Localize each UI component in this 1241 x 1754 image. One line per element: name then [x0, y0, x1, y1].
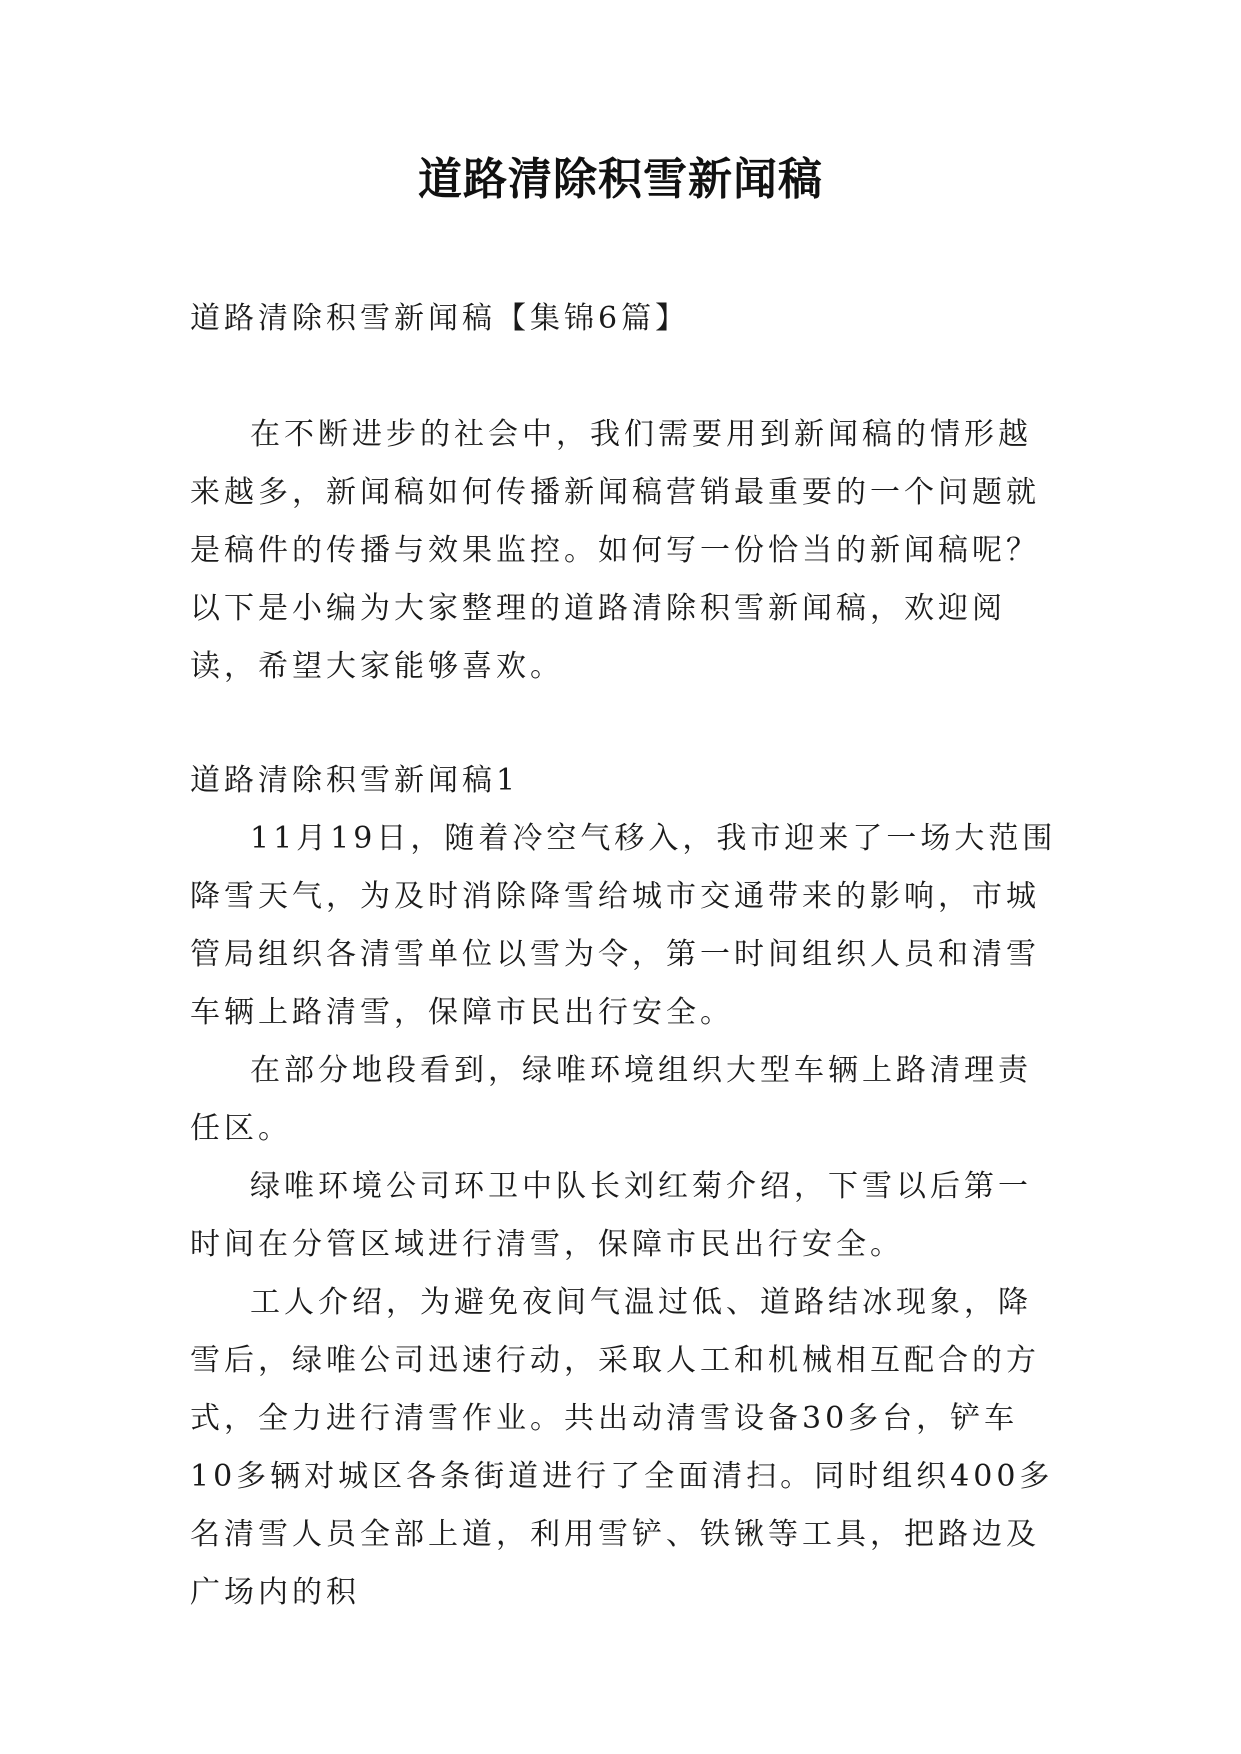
body-paragraph: 绿唯环境公司环卫中队长刘红菊介绍，下雪以后第一时间在分管区域进行清雪，保障市民出行安全。 — [190, 1169, 1032, 1262]
body-paragraph: 工人介绍，为避免夜间气温过低、道路结冰现象，降雪后，绿唯公司迅速行动，采取人工和机械相互配合的方式，全力进行清雪作业。共出动清雪设备30多台，铲车10多辆对城区各条街道进行了全面清扫。同时组织400多名清雪人员全部上道，利用雪铲、铁锹等工具，把路边及广场内的积 — [190, 1285, 1054, 1610]
document-subtitle: 道路清除积雪新闻稿【集锦6篇】 — [190, 301, 690, 336]
document-title: 道路清除积雪新闻稿 — [418, 154, 823, 205]
body-paragraph: 在部分地段看到，绿唯环境组织大型车辆上路清理责任区。 — [190, 1053, 1032, 1146]
section-heading: 道路清除积雪新闻稿1 — [190, 763, 520, 798]
intro-paragraph: 在不断进步的社会中，我们需要用到新闻稿的情形越来越多，新闻稿如何传播新闻稿营销最重要的一个问题就是稿件的传播与效果监控。如何写一份恰当的新闻稿呢？以下是小编为大家整理的道路清除积雪新闻稿，欢迎阅读，希望大家能够喜欢。 — [190, 417, 1040, 684]
body-paragraph: 11月19日，随着冷空气移入，我市迎来了一场大范围降雪天气，为及时消除降雪给城市交通带来的影响，市城管局组织各清雪单位以雪为令，第一时间组织人员和清雪车辆上路清雪，保障市民出行安全。 — [190, 821, 1057, 1030]
